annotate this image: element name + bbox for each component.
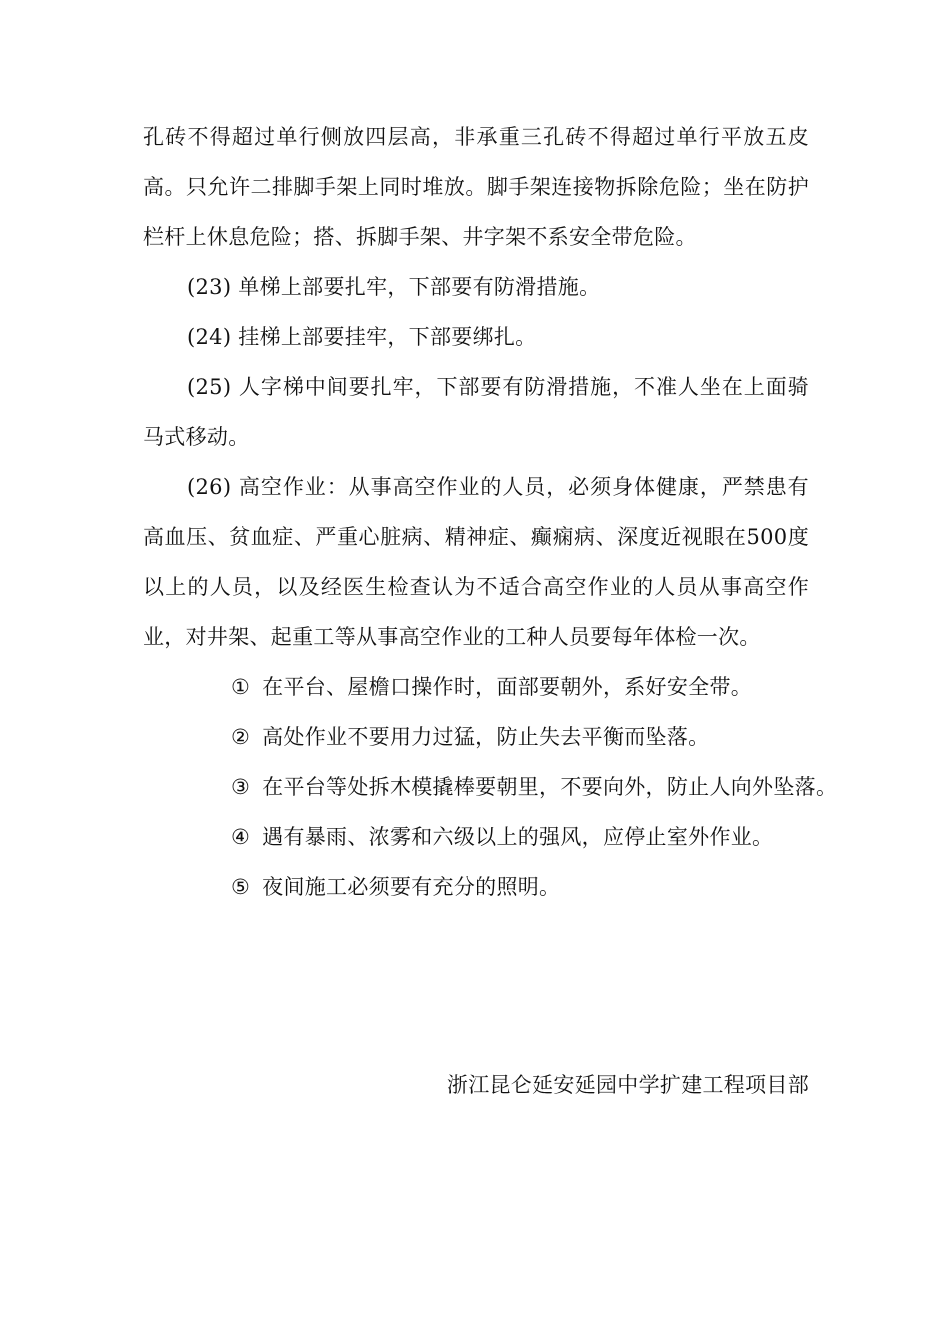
- list-item-1: [143, 662, 809, 712]
- list-item-text: 在平台、屋檐口操作时，面部要朝外，系好安全带。: [262, 675, 753, 699]
- paragraph-item-24: (24) 挂梯上部要挂牢，下部要绑扎。: [187, 325, 537, 349]
- list-item-text: 高处作业不要用力过猛，防止失去平衡而坠落。: [262, 725, 710, 749]
- list-item-text: 夜间施工必须要有充分的照明。: [262, 875, 561, 899]
- list-marker: ④: [231, 825, 251, 849]
- list-item-2: [143, 712, 809, 762]
- paragraph-item-23: (23) 单梯上部要扎牢，下部要有防滑措施。: [187, 275, 601, 299]
- document-body: [143, 112, 838, 912]
- paragraph-continuation: 孔砖不得超过单行侧放四层高，非承重三孔砖不得超过单行平放五皮高。只允许二排脚手架上同时堆放。脚手架连接物拆除危险；坐在防护栏杆上休息危险；搭、拆脚手架、井字架不系安全带危险。: [143, 125, 809, 249]
- signature-organization: 浙江昆仑延安延园中学扩建工程项目部: [446, 1073, 809, 1097]
- list-item-4: [143, 812, 809, 862]
- list-marker: ⑤: [231, 875, 251, 899]
- paragraph-item-25: (25) 人字梯中间要扎牢，下部要有防滑措施，不准人坐在上面骑马式移动。: [143, 375, 809, 449]
- list-item-text: 遇有暴雨、浓雾和六级以上的强风，应停止室外作业。: [262, 825, 774, 849]
- list-item-text: 在平台等处拆木模撬棒要朝里，不要向外，防止人向外坠落。: [262, 775, 838, 799]
- paragraph-item-26: (26) 高空作业：从事高空作业的人员，必须身体健康，严禁患有高血压、贫血症、严重心脏病、精神症、癫痫病、深度近视眼在500度以上的人员，以及经医生检查认为不适合高空作业的人员从事高空作业，对井架、起重工等从事高空作业的工种人员要每年体检一次。: [143, 475, 809, 649]
- list-marker: ①: [231, 675, 251, 699]
- list-marker: ③: [231, 775, 251, 799]
- list-item-3: [143, 762, 838, 812]
- list-marker: ②: [231, 725, 251, 749]
- list-item-5: [143, 862, 809, 912]
